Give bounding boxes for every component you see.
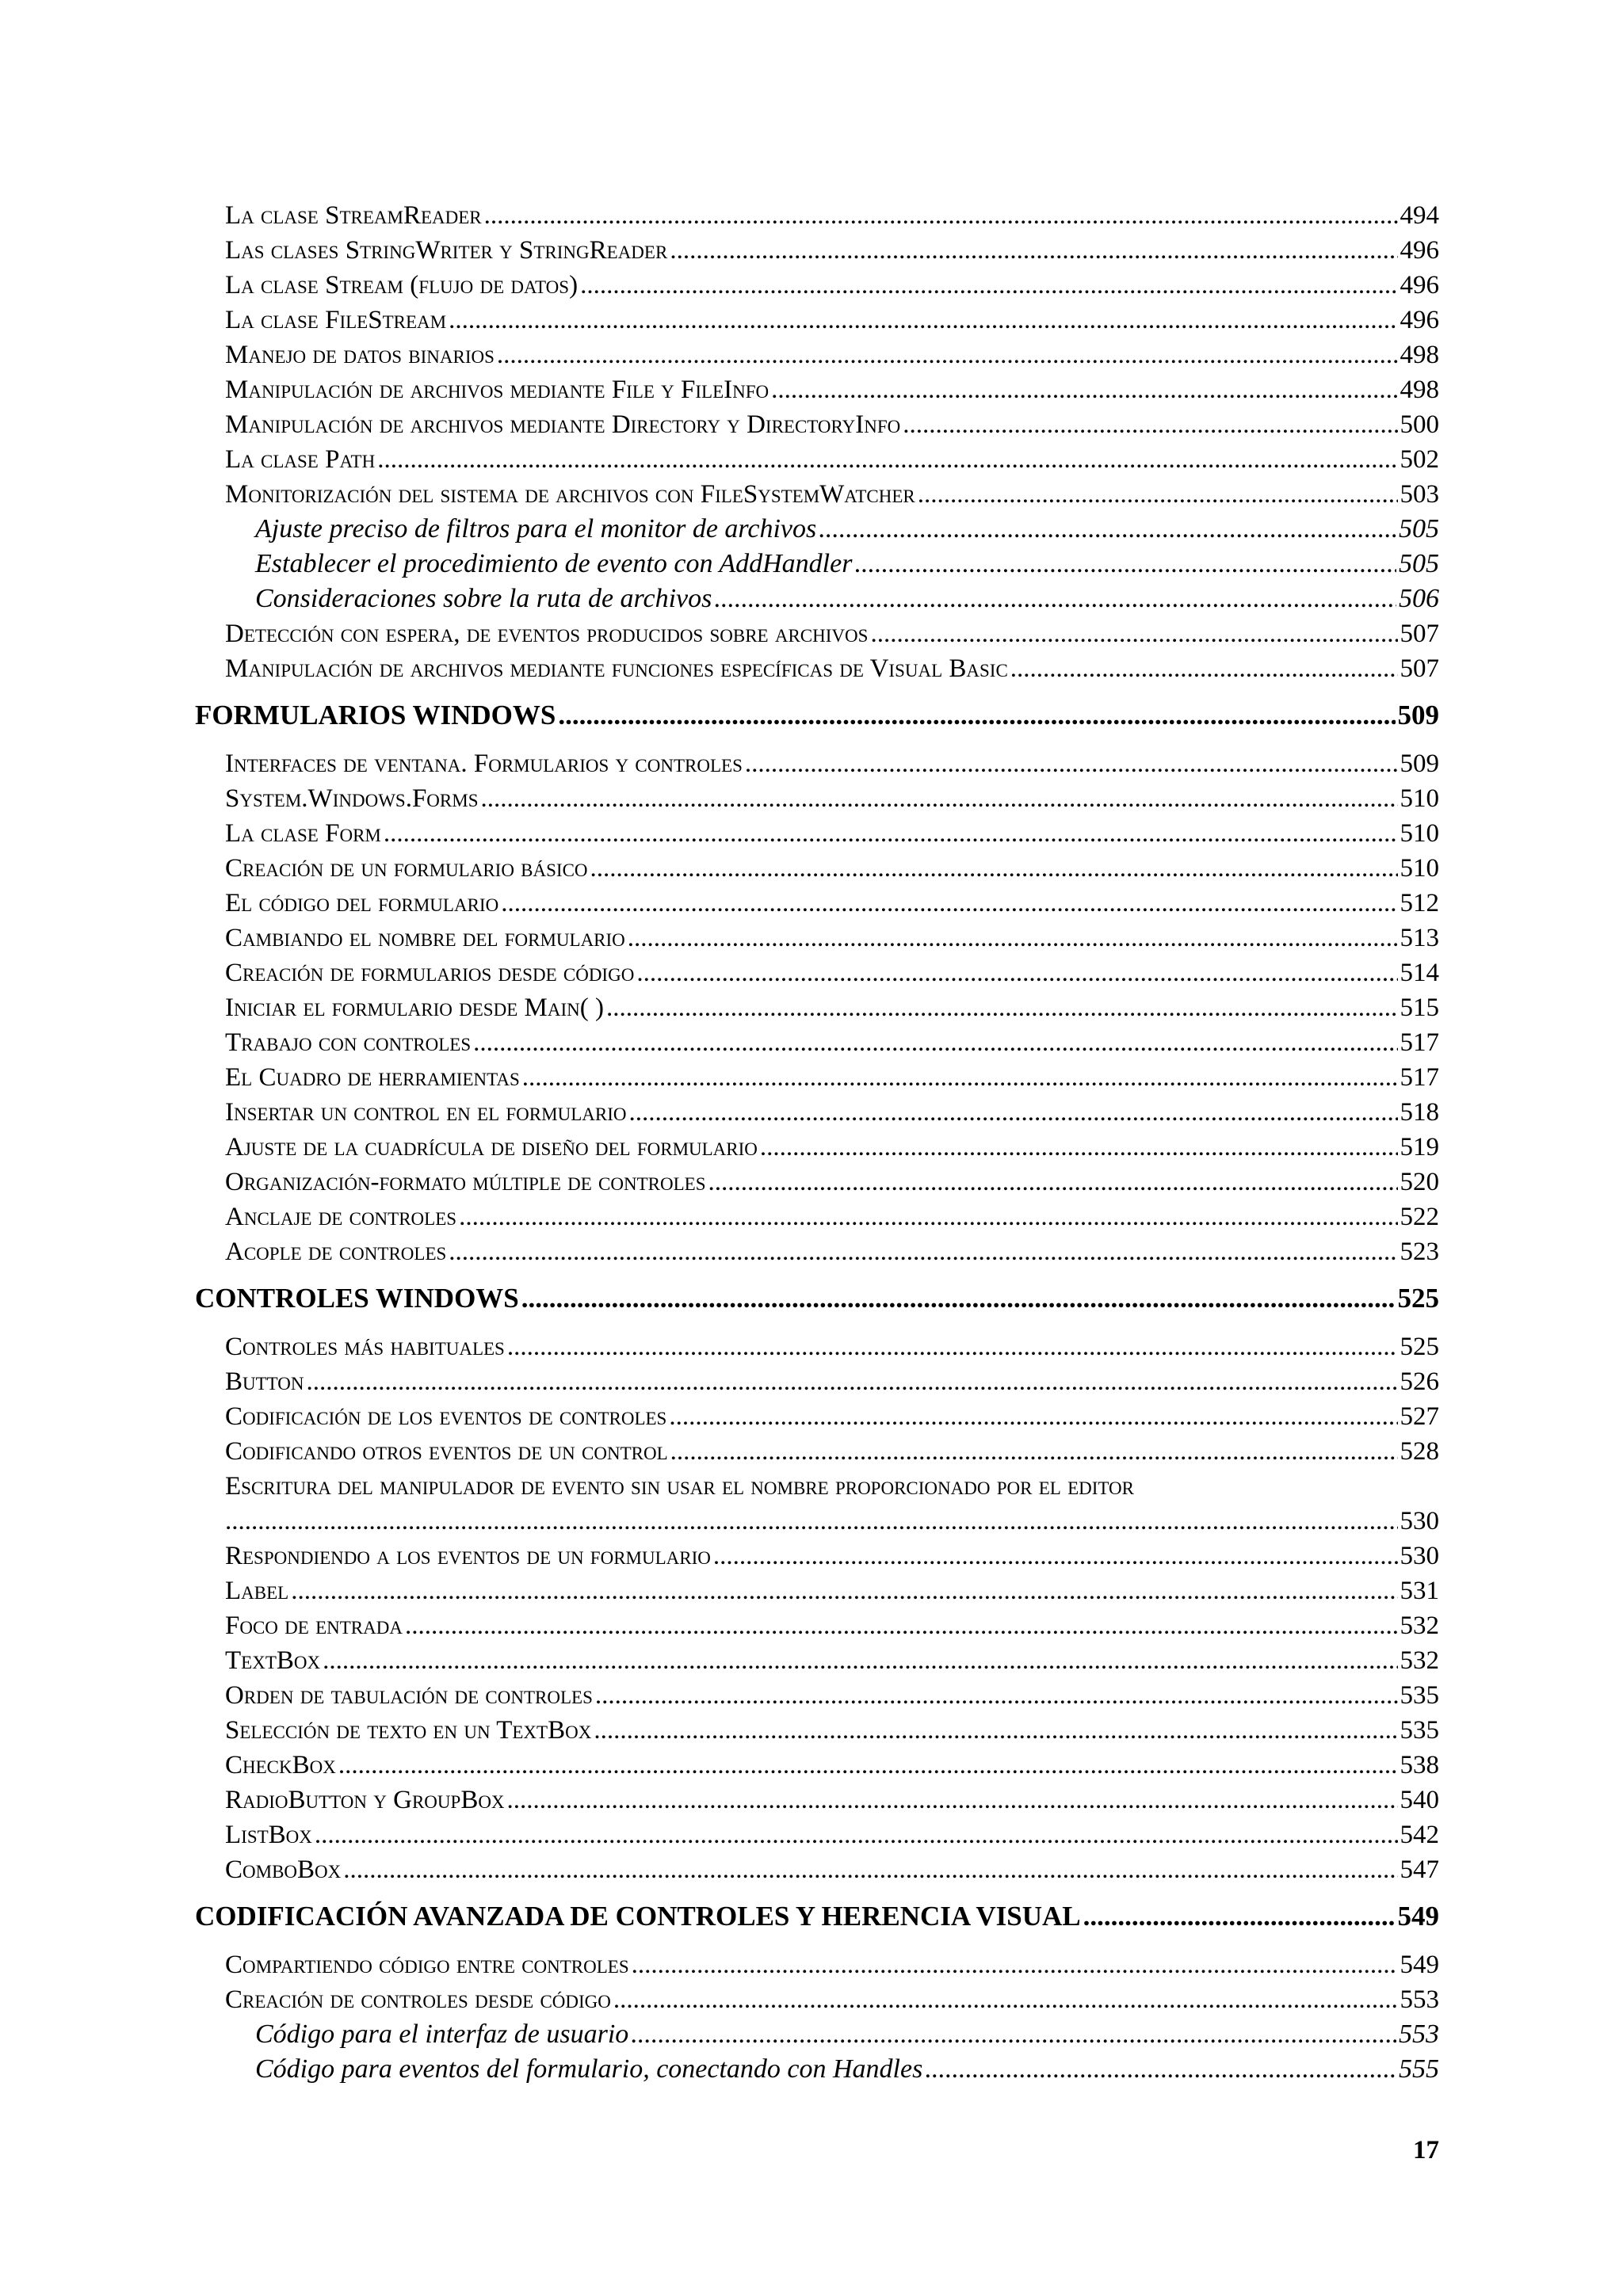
toc-section — [195, 1678, 1439, 1713]
toc-section — [195, 955, 1439, 990]
dot-leader — [819, 512, 1396, 547]
page-number: 17 — [1413, 2136, 1439, 2164]
toc-entry-title: Cambiando el nombre del formulario — [225, 924, 625, 952]
toc-entry-page: 500 — [1400, 410, 1439, 439]
dot-leader — [594, 1713, 1397, 1748]
dot-leader — [225, 1504, 1398, 1539]
toc-section — [195, 746, 1439, 781]
toc-entry-page: 531 — [1400, 1577, 1439, 1605]
toc-entry-wrapped — [195, 1469, 1439, 1539]
toc-entry-page: 549 — [1397, 1901, 1439, 1932]
toc-entry-page: 532 — [1400, 1611, 1439, 1640]
toc-entry-page: 496 — [1400, 306, 1439, 334]
dot-leader — [669, 1399, 1397, 1434]
toc-entry-title: La clase Path — [225, 445, 376, 474]
toc-section — [195, 198, 1439, 233]
toc-section — [195, 1199, 1439, 1234]
toc-entry-title: Ajuste preciso de filtros para el monitor de archivos — [255, 514, 817, 543]
toc-entry-page: 506 — [1399, 584, 1439, 613]
toc-subsection — [195, 582, 1439, 616]
toc-entry-page: 517 — [1400, 1063, 1439, 1092]
toc-entry-title: El código del formulario — [225, 889, 499, 917]
toc-entry-title: La clase FileStream — [225, 306, 447, 334]
dot-leader — [918, 477, 1398, 512]
dot-leader — [632, 1947, 1398, 1982]
toc-entry-title: La clase Stream (flujo de datos) — [225, 271, 579, 299]
toc-entry-page: 510 — [1400, 819, 1439, 848]
dot-leader — [384, 816, 1398, 851]
toc-entry-page: 514 — [1400, 959, 1439, 987]
dot-leader — [377, 442, 1397, 477]
toc-section — [195, 372, 1439, 407]
toc-entry-title: Codificación de los eventos de controles — [225, 1402, 667, 1431]
toc-section — [195, 1573, 1439, 1608]
toc-entry-title: Respondiendo a los eventos de un formulario — [225, 1542, 711, 1570]
toc-entry-title: La clase StreamReader — [225, 201, 482, 230]
toc-section — [195, 1399, 1439, 1434]
toc-entry-title: El Cuadro de herramientas — [225, 1063, 520, 1092]
dot-leader — [507, 1783, 1398, 1817]
dot-leader — [338, 1748, 1398, 1783]
dot-leader — [481, 781, 1398, 816]
toc-entry-title: CheckBox — [225, 1751, 336, 1779]
toc-section — [195, 268, 1439, 303]
dot-leader — [521, 1280, 1396, 1317]
toc-entry-title: Manipulación de archivos mediante File y FileInfo — [225, 376, 769, 404]
dot-leader — [307, 1364, 1398, 1399]
toc-entry-page: 526 — [1400, 1367, 1439, 1396]
dot-leader — [903, 407, 1397, 442]
toc-section — [195, 1817, 1439, 1852]
dot-leader — [595, 1678, 1398, 1713]
dot-leader — [558, 697, 1395, 734]
dot-leader — [714, 582, 1396, 616]
toc-entry-title: Label — [225, 1577, 289, 1605]
toc-entry-title: Escritura del manipulador de evento sin usar el nombre proporcionado por el editor — [225, 1472, 1134, 1501]
toc-entry-page: 509 — [1397, 700, 1439, 730]
dot-leader — [670, 1434, 1398, 1469]
toc-entry-page: 540 — [1400, 1786, 1439, 1814]
dot-leader — [449, 303, 1397, 338]
dot-leader — [449, 1234, 1397, 1269]
toc-entry-page: 535 — [1400, 1681, 1439, 1710]
toc-subsection — [195, 547, 1439, 582]
toc-section — [195, 442, 1439, 477]
dot-leader — [771, 372, 1397, 407]
toc-entry-title: Trabajo con controles — [225, 1028, 472, 1057]
toc-section — [195, 781, 1439, 816]
toc-entry-title: Código para eventos del formulario, conectando con Handles — [255, 2054, 923, 2084]
toc-section — [195, 1095, 1439, 1130]
toc-entry-title: Anclaje de controles — [225, 1203, 457, 1231]
table-of-contents — [195, 198, 1439, 2087]
toc-section — [195, 1364, 1439, 1399]
toc-entry-leader-line — [225, 1504, 1439, 1539]
dot-leader — [760, 1130, 1398, 1165]
toc-entry-page: 505 — [1399, 549, 1439, 578]
dot-leader — [507, 1329, 1398, 1364]
toc-section — [195, 1165, 1439, 1199]
toc-section — [195, 1982, 1439, 2017]
dot-leader — [459, 1199, 1397, 1234]
toc-entry-page: 525 — [1400, 1333, 1439, 1361]
toc-section — [195, 1748, 1439, 1783]
dot-leader — [315, 1817, 1398, 1852]
toc-section — [195, 1643, 1439, 1678]
dot-leader — [613, 1982, 1398, 2017]
toc-subsection — [195, 512, 1439, 547]
toc-entry-title: Controles más habituales — [225, 1333, 505, 1361]
toc-section — [195, 886, 1439, 921]
toc-entry-title: CODIFICACIÓN AVANZADA DE CONTROLES Y HERENCIA VISUAL — [195, 1901, 1081, 1932]
toc-entry-page: 528 — [1400, 1437, 1439, 1466]
toc-subsection — [195, 2052, 1439, 2087]
toc-section — [195, 990, 1439, 1025]
toc-entry-page: 525 — [1397, 1283, 1439, 1314]
toc-entry-page: 530 — [1400, 1507, 1439, 1535]
toc-entry-title: Codificando otros eventos de un control — [225, 1437, 668, 1466]
dot-leader — [484, 198, 1398, 233]
toc-entry-page: 513 — [1400, 924, 1439, 952]
toc-section — [195, 1025, 1439, 1060]
toc-entry-title: CONTROLES WINDOWS — [195, 1283, 519, 1314]
toc-entry-title: Creación de formularios desde código — [225, 959, 635, 987]
toc-entry-page: 520 — [1400, 1168, 1439, 1196]
dot-leader — [628, 1095, 1397, 1130]
toc-entry-page: 503 — [1400, 480, 1439, 509]
dot-leader — [1010, 651, 1398, 686]
toc-entry-page: 510 — [1400, 784, 1439, 813]
toc-entry-page: 532 — [1400, 1646, 1439, 1675]
toc-section — [195, 851, 1439, 886]
dot-leader — [636, 955, 1397, 990]
dot-leader — [501, 886, 1397, 921]
toc-entry-title: Organización-formato múltiple de controles — [225, 1168, 706, 1196]
toc-entry-page: 515 — [1400, 994, 1439, 1022]
toc-entry-page: 538 — [1400, 1751, 1439, 1779]
dot-leader — [291, 1573, 1397, 1608]
dot-leader — [708, 1165, 1397, 1199]
toc-entry-title: Manipulación de archivos mediante Directory y DirectoryInfo — [225, 410, 901, 439]
toc-entry-page: 498 — [1400, 376, 1439, 404]
toc-entry-title: Button — [225, 1367, 304, 1396]
toc-entry-page: 549 — [1400, 1951, 1439, 1979]
toc-entry-page: 519 — [1400, 1133, 1439, 1161]
toc-section — [195, 921, 1439, 955]
toc-section — [195, 1434, 1439, 1469]
toc-chapter — [195, 697, 1439, 734]
toc-entry-page: 512 — [1400, 889, 1439, 917]
dot-leader — [343, 1852, 1397, 1887]
toc-entry-title: System.Windows.Forms — [225, 784, 479, 813]
toc-section — [195, 616, 1439, 651]
toc-entry-title: Establecer el procedimiento de evento con AddHandler — [255, 549, 853, 578]
dot-leader — [580, 268, 1397, 303]
toc-entry-title: FORMULARIOS WINDOWS — [195, 700, 556, 730]
toc-section — [195, 1783, 1439, 1817]
toc-entry-title: Creación de controles desde código — [225, 1985, 611, 2014]
toc-section — [195, 338, 1439, 372]
dot-leader — [323, 1643, 1397, 1678]
toc-entry-title: Iniciar el formulario desde Main( ) — [225, 994, 604, 1022]
dot-leader — [1083, 1898, 1396, 1935]
toc-entry-title: Compartiendo código entre controles — [225, 1951, 629, 1979]
toc-chapter — [195, 1280, 1439, 1317]
toc-entry-title: Manejo de datos binarios — [225, 341, 495, 369]
toc-section — [195, 1329, 1439, 1364]
toc-chapter — [195, 1898, 1439, 1935]
dot-leader — [870, 616, 1397, 651]
toc-section — [195, 1060, 1439, 1095]
toc-entry-page: 494 — [1400, 201, 1439, 230]
toc-entry-title: Interfaces de ventana. Formularios y controles — [225, 749, 743, 778]
toc-section — [195, 477, 1439, 512]
toc-entry-page: 496 — [1400, 271, 1439, 299]
toc-entry-title: Las clases StringWriter y StringReader — [225, 236, 668, 265]
toc-entry-title: Manipulación de archivos mediante funciones específicas de Visual Basic — [225, 654, 1008, 683]
toc-entry-title: Consideraciones sobre la ruta de archivos — [255, 584, 712, 613]
toc-entry-page: 553 — [1399, 2019, 1439, 2049]
toc-entry-title: ComboBox — [225, 1855, 342, 1884]
dot-leader — [405, 1608, 1398, 1643]
toc-entry-title: TextBox — [225, 1646, 321, 1675]
dot-leader — [713, 1539, 1398, 1573]
toc-entry-page: 555 — [1399, 2054, 1439, 2084]
toc-entry-title: Orden de tabulación de controles — [225, 1681, 593, 1710]
dot-leader — [497, 338, 1398, 372]
toc-entry-title: Código para el interfaz de usuario — [255, 2019, 629, 2049]
toc-section — [195, 1234, 1439, 1269]
toc-entry-title: ListBox — [225, 1821, 312, 1849]
toc-section — [195, 1130, 1439, 1165]
toc-entry-page: 507 — [1400, 620, 1439, 648]
toc-entry-page: 522 — [1400, 1203, 1439, 1231]
toc-section — [195, 1852, 1439, 1887]
toc-section — [195, 816, 1439, 851]
toc-entry-title: Ajuste de la cuadrícula de diseño del formulario — [225, 1133, 758, 1161]
toc-entry-title: Selección de texto en un TextBox — [225, 1716, 592, 1745]
toc-entry-title: RadioButton y GroupBox — [225, 1786, 505, 1814]
dot-leader — [522, 1060, 1398, 1095]
dot-leader — [745, 746, 1398, 781]
toc-entry-page: 530 — [1400, 1542, 1439, 1570]
toc-entry-page: 553 — [1400, 1985, 1439, 2014]
toc-entry-page: 505 — [1399, 514, 1439, 543]
toc-entry-page: 518 — [1400, 1098, 1439, 1127]
toc-section — [195, 1713, 1439, 1748]
dot-leader — [473, 1025, 1397, 1060]
toc-entry-title: Monitorización del sistema de archivos con FileSystemWatcher — [225, 480, 915, 509]
dot-leader — [670, 233, 1397, 268]
toc-section — [195, 1608, 1439, 1643]
toc-section — [195, 233, 1439, 268]
dot-leader — [590, 851, 1398, 886]
toc-entry-page: 498 — [1400, 341, 1439, 369]
toc-entry-page: 523 — [1400, 1238, 1439, 1266]
toc-entry-title: Creación de un formulario básico — [225, 854, 588, 883]
toc-entry-title: La clase Form — [225, 819, 381, 848]
toc-entry-page: 507 — [1400, 654, 1439, 683]
dot-leader — [631, 2017, 1396, 2052]
dot-leader — [925, 2052, 1396, 2087]
toc-section — [195, 651, 1439, 686]
toc-entry-page: 509 — [1400, 749, 1439, 778]
dot-leader — [854, 547, 1396, 582]
toc-entry-title: Foco de entrada — [225, 1611, 403, 1640]
dot-leader — [628, 921, 1398, 955]
toc-entry-page: 496 — [1400, 236, 1439, 265]
toc-entry-title: Detección con espera, de eventos producidos sobre archivos — [225, 620, 869, 648]
toc-entry-page: 502 — [1400, 445, 1439, 474]
toc-entry-title: Insertar un control en el formulario — [225, 1098, 627, 1127]
toc-subsection — [195, 2017, 1439, 2052]
toc-section — [195, 1947, 1439, 1982]
toc-entry-title: Acople de controles — [225, 1238, 447, 1266]
toc-entry-page: 542 — [1400, 1821, 1439, 1849]
toc-section — [195, 303, 1439, 338]
toc-entry-page: 547 — [1400, 1855, 1439, 1884]
toc-section — [195, 1539, 1439, 1573]
toc-entry-page: 535 — [1400, 1716, 1439, 1745]
dot-leader — [606, 990, 1398, 1025]
toc-entry-page: 510 — [1400, 854, 1439, 883]
toc-entry-page: 517 — [1400, 1028, 1439, 1057]
toc-entry-page: 527 — [1400, 1402, 1439, 1431]
toc-section — [195, 407, 1439, 442]
